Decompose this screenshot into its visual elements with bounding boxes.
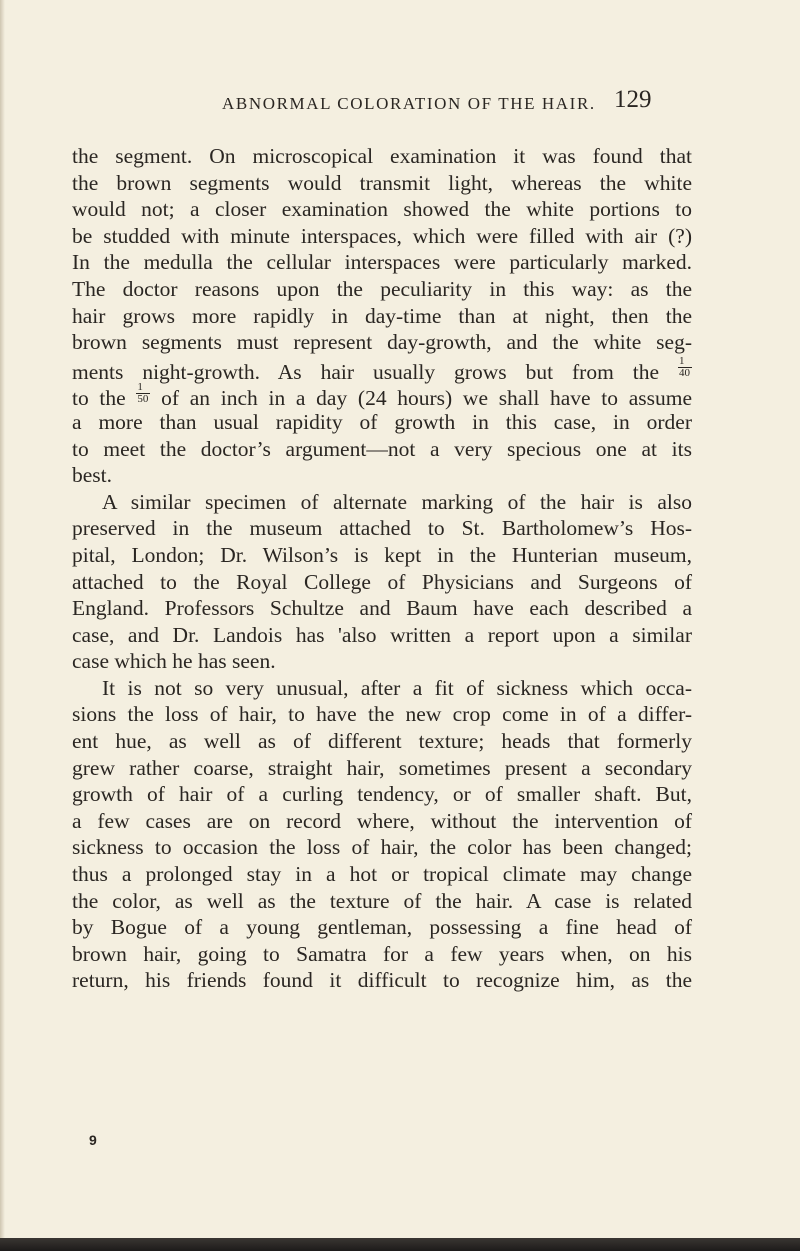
text-line: In the medulla the cellular interspaces were particularly marked. xyxy=(72,250,692,275)
text-segment: of an inch in a day (24 hours) we shall have to assume xyxy=(161,386,693,411)
text-line: best. xyxy=(72,463,113,488)
page-gutter-shadow xyxy=(0,0,5,1251)
text-line: the color, as well as the texture of the hair. A case is related xyxy=(72,888,692,913)
text-line: preserved in the museum attached to St. Bartholomew’s Hos- xyxy=(72,516,692,541)
text-line: attached to the Royal College of Physicians and Surgeons of xyxy=(72,569,692,594)
text-segment: to the xyxy=(72,386,126,411)
page-number: 129 xyxy=(614,86,652,113)
text-segment: ments night-growth. As hair usually grows but from the xyxy=(72,359,660,384)
text-line: ent hue, as well as of different texture; heads that formerly xyxy=(72,729,692,754)
paragraph-start-line: A similar specimen of alternate marking of the hair is also xyxy=(102,489,692,514)
paragraph-start-line: It is not so very unusual, after a fit of sickness which occa- xyxy=(102,675,692,700)
text-line: to meet the doctor’s argument—not a very specious one at its xyxy=(72,436,692,461)
text-line: sickness to occasion the loss of hair, the color has been changed; xyxy=(72,835,692,860)
text-line: pital, London; Dr. Wilson’s is kept in the Hunterian museum, xyxy=(72,542,692,567)
fraction-numerator: 1 xyxy=(136,382,150,394)
text-line: brown segments must represent day-growth, and the white seg- xyxy=(72,330,692,355)
text-line: would not; a closer examination showed the white portions to xyxy=(72,197,692,222)
text-line: growth of hair of a curling tendency, or of smaller shaft. But, xyxy=(72,782,692,807)
text-line-with-fraction xyxy=(72,356,692,383)
text-line-with-fraction xyxy=(72,382,692,409)
text-line: a few cases are on record where, without the intervention of xyxy=(72,808,692,833)
text-line: England. Professors Schultze and Baum have each described a xyxy=(72,596,692,621)
fraction-one-fiftieth xyxy=(136,382,150,405)
text-line: sions the loss of hair, to have the new crop come in of a differ- xyxy=(72,702,692,727)
text-line: hair grows more rapidly in day-time than at night, then the xyxy=(72,303,692,328)
text-line: case, and Dr. Landois has 'also written a report upon a similar xyxy=(72,622,692,647)
running-head: ABNORMAL COLORATION OF THE HAIR. xyxy=(222,94,596,113)
text-line: thus a prolonged stay in a hot or tropical climate may change xyxy=(72,862,692,887)
text-line: return, his friends found it difficult to recognize him, as the xyxy=(72,968,692,993)
text-line: the segment. On microscopical examination it was found that xyxy=(72,144,692,168)
text-line: the brown segments would transmit light, whereas the white xyxy=(72,170,692,195)
text-line: The doctor reasons upon the peculiarity in this way: as the xyxy=(72,276,692,301)
text-line: brown hair, going to Samatra for a few years when, on his xyxy=(72,941,692,966)
signature-mark: 9 xyxy=(89,1132,97,1148)
fraction-denominator: 40 xyxy=(679,366,690,379)
text-line: be studded with minute interspaces, which were filled with air (?) xyxy=(72,223,692,248)
text-line: grew rather coarse, straight hair, sometimes present a secondary xyxy=(72,755,692,780)
page-header xyxy=(0,86,800,126)
text-line: case which he has seen. xyxy=(72,649,276,674)
text-line: by Bogue of a young gentleman, possessing a fine head of xyxy=(72,915,692,940)
body-text xyxy=(72,143,692,994)
fraction-one-fortieth xyxy=(678,356,692,379)
fraction-denominator: 50 xyxy=(137,393,149,406)
text-line: a more than usual rapidity of growth in this case, in order xyxy=(72,409,692,434)
scan-bottom-edge xyxy=(0,1238,800,1251)
fraction-numerator: 1 xyxy=(678,356,692,368)
